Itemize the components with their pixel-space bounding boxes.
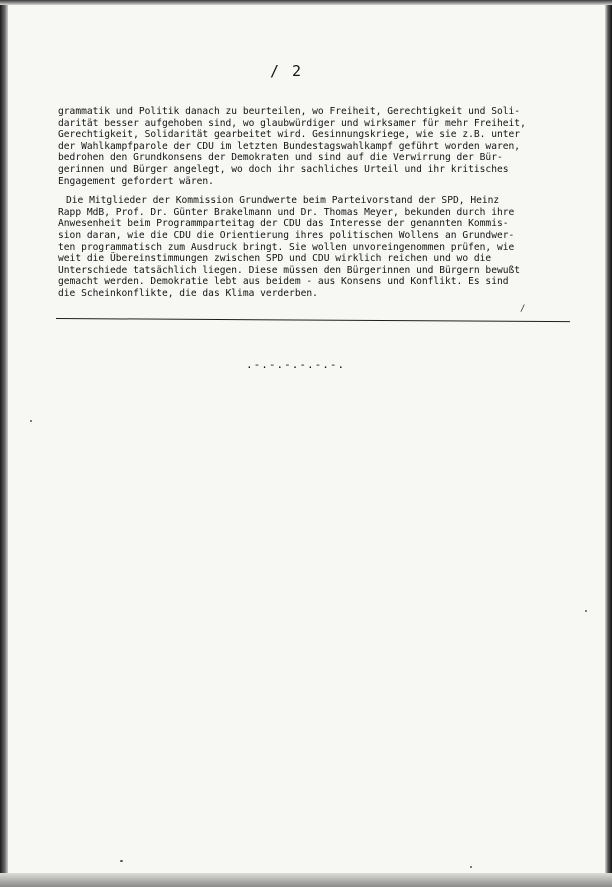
text-line: Anwesenheit beim Programmparteitag der CDU das Interesse der genannten Kommis- [58,218,509,230]
text-line: gemacht werden. Demokratie lebt aus beidem - aus Konsens und Konflikt. Es sind [58,276,509,288]
page-number: / 2 [270,62,304,80]
text-line: Rapp MdB, Prof. Dr. Günter Brakelmann und Dr. Thomas Meyer, bekunden durch ihre [58,206,515,218]
text-line: grammatik und Politik danach zu beurteilen, wo Freiheit, Gerechtigkeit und Soli- [58,106,521,117]
text-line: darität besser aufgehoben sind, wo glaubwürdiger und wirksamer für mehr Freiheit, [58,117,526,129]
text-line: Die Mitglieder der Kommission Grundwerte beim Parteivorstand der SPD, Heinz [66,195,500,207]
scan-edge-left [0,0,8,887]
text-line: die Scheinkonflikte, die das Klima verderben. [58,287,318,299]
text-line: Gerechtigkeit, Solidarität gearbeitet wird. Gesinnungskriege, wie sie z.B. unter [58,129,521,141]
scan-speck [470,866,472,868]
scan-speck [30,420,32,422]
scan-speck [585,610,587,612]
body-text [58,106,572,308]
text-line: ten programmatisch zum Ausdruck bringt. Sie wollen unvoreingenommen prüfen, wie [58,241,515,253]
scan-speck [120,860,123,862]
text-line: sion daran, wie die CDU die Orientierung ihres politischen Wollens an Grundwer- [58,229,515,241]
paragraph-1 [58,106,572,187]
text-line: Unterschiede tatsächlich liegen. Diese müssen den Bürgerinnen und Bürgern bewußt [58,264,521,276]
scan-edge-top [0,0,612,5]
margin-mark: / [520,304,526,314]
scan-edge-right [605,0,612,887]
text-line: weit die Übereinstimmungen zwischen SPD und CDU wirklich reichen und wo die [58,253,492,265]
end-separator: .-.-.-.-.-.-. [246,358,346,371]
underline-rule [56,318,570,322]
paragraph-2 [58,195,572,299]
text-line: bedrohen den Grundkonsens der Demokraten und sind auf die Verwirrung der Bür- [58,152,503,164]
text-line: gerinnen und Bürger angelegt, wo doch ihr sachliches Urteil und ihr kritisches [58,163,509,175]
text-line: Engagement gefordert wären. [58,175,214,187]
scan-edge-bottom [0,873,612,887]
text-line: der Wahlkampfparole der CDU im letzten Bundestagswahlkampf geführt worden waren, [58,140,521,152]
